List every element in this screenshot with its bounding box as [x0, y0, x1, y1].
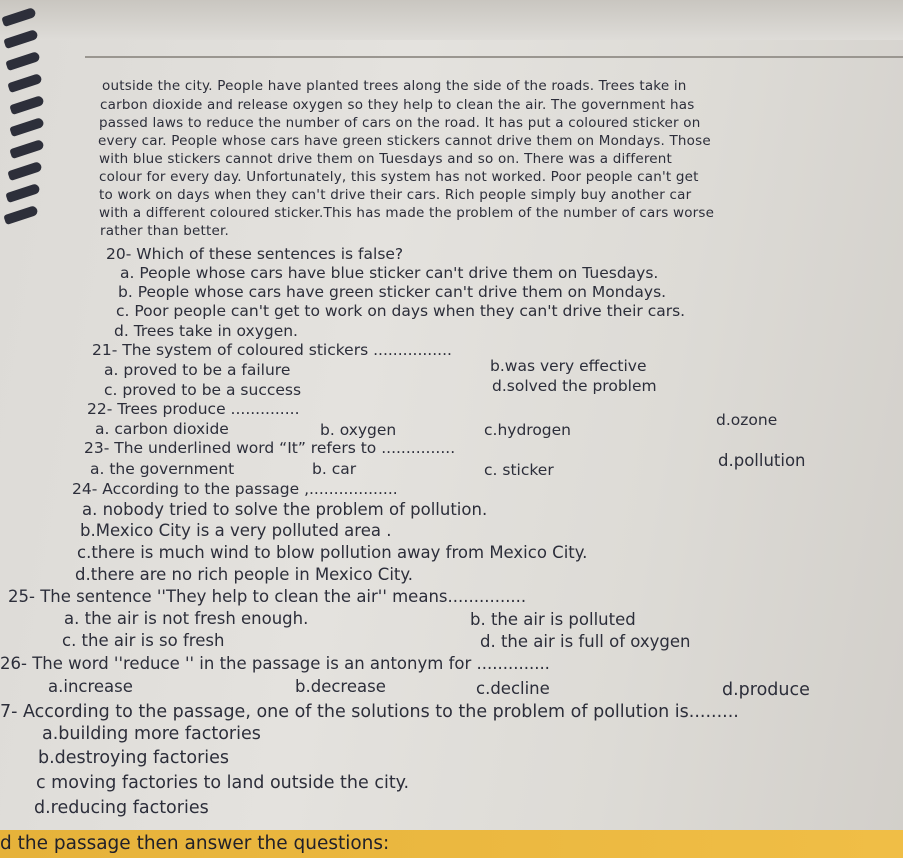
question-24-option-c: c.there is much wind to blow pollution away from Mexico City. — [77, 543, 588, 562]
question-24-stem: 24- According to the passage ,.................. — [72, 480, 398, 498]
question-25-stem: 25- The sentence ''They help to clean the air'' means............... — [8, 587, 527, 606]
question-22-option-c: c.hydrogen — [484, 421, 571, 439]
spiral-binding — [0, 0, 60, 240]
question-23-option-b: b. car — [312, 460, 357, 478]
passage-line: every car. People whose cars have green stickers cannot drive them on Mondays. Those — [98, 133, 711, 149]
question-24-option-d: d.there are no rich people in Mexico City. — [75, 565, 414, 584]
question-20-stem: 20- Which of these sentences is false? — [106, 245, 404, 263]
question-20-option-b: b. People whose cars have green sticker can't drive them on Mondays. — [118, 283, 667, 301]
question-22-option-b: b. oxygen — [320, 421, 397, 439]
passage-line: rather than better. — [100, 223, 229, 239]
question-20-option-a: a. People whose cars have blue sticker can't drive them on Tuesdays. — [120, 264, 659, 282]
question-21-option-b: b.was very effective — [490, 357, 647, 375]
passage-line: carbon dioxide and release oxygen so they help to clean the air. The government has — [100, 97, 695, 113]
question-26-option-d: d.produce — [722, 680, 810, 700]
question-20-option-d: d. Trees take in oxygen. — [114, 322, 298, 340]
question-24-option-b: b.Mexico City is a very polluted area . — [80, 521, 392, 540]
question-21-stem: 21- The system of coloured stickers ................ — [92, 341, 452, 359]
question-21-option-a: a. proved to be a failure — [104, 361, 291, 379]
question-20-option-c: c. Poor people can't get to work on days when they can't drive their cars. — [116, 302, 686, 320]
instruction-text: d the passage then answer the questions: — [0, 833, 390, 854]
passage-line: passed laws to reduce the number of cars on the road. It has put a coloured sticker on — [99, 115, 701, 131]
question-23-option-d: d.pollution — [718, 451, 806, 470]
passage-line: outside the city. People have planted trees along the side of the roads. Trees take in — [102, 78, 687, 94]
question-26-option-c: c.decline — [476, 679, 550, 698]
question-22-stem: 22- Trees produce .............. — [87, 400, 300, 418]
question-27-stem: 7- According to the passage, one of the solutions to the problem of pollution is......... — [0, 702, 739, 722]
question-26-option-b: b.decrease — [295, 677, 386, 696]
question-25-option-d: d. the air is full of oxygen — [480, 632, 691, 651]
question-25-option-a: a. the air is not fresh enough. — [64, 609, 309, 628]
question-22-option-a: a. carbon dioxide — [95, 420, 229, 438]
question-26-option-a: a.increase — [48, 677, 133, 696]
page-top-edge — [0, 0, 903, 40]
question-27-option-d: d.reducing factories — [34, 798, 209, 818]
question-23-stem: 23- The underlined word “It” refers to ............... — [84, 439, 456, 457]
question-26-stem: 26- The word ''reduce '' in the passage is an antonym for .............. — [0, 654, 550, 673]
passage-line: with blue stickers cannot drive them on Tuesdays and so on. There was a different — [99, 151, 673, 167]
question-25-option-c: c. the air is so fresh — [62, 631, 225, 650]
question-21-option-c: c. proved to be a success — [104, 381, 302, 399]
question-23-option-c: c. sticker — [484, 461, 554, 479]
question-27-option-a: a.building more factories — [42, 724, 261, 744]
page-rule — [85, 56, 903, 58]
question-21-option-d: d.solved the problem — [492, 377, 657, 395]
question-23-option-a: a. the government — [90, 460, 235, 478]
question-27-option-b: b.destroying factories — [38, 748, 230, 768]
question-27-option-c: c moving factories to land outside the city. — [36, 773, 410, 793]
passage-line: colour for every day. Unfortunately, this system has not worked. Poor people can't get — [99, 169, 699, 185]
question-24-option-a: a. nobody tried to solve the problem of pollution. — [82, 500, 488, 519]
passage-line: to work on days when they can't drive their cars. Rich people simply buy another car — [99, 187, 692, 203]
instruction-banner — [0, 830, 903, 858]
passage-line: with a different coloured sticker.This has made the problem of the number of cars worse — [99, 205, 715, 221]
question-22-option-d: d.ozone — [716, 411, 778, 429]
question-25-option-b: b. the air is polluted — [470, 610, 636, 629]
